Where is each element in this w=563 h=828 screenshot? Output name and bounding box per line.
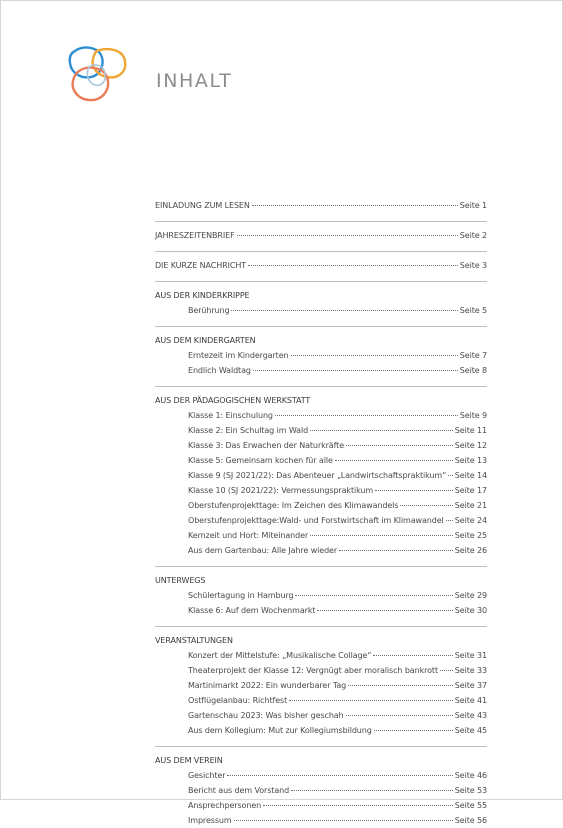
- toc-entry-label: Theaterprojekt der Klasse 12: Vergnügt aber moralisch bankrott: [188, 666, 438, 675]
- toc-entry[interactable]: [155, 663, 487, 678]
- toc-entry-page: Seite 2: [459, 231, 487, 240]
- section-heading-verein: AUS DEM VEREIN: [155, 756, 223, 765]
- toc-entry-label: Klasse 5: Gemeinsam kochen für alle: [188, 456, 333, 465]
- toc-entry-page: Seite 33: [454, 666, 487, 675]
- toc-entry[interactable]: [155, 423, 487, 438]
- section-heading-werkstatt: AUS DER PÄDAGOGISCHEN WERKSTATT: [155, 396, 311, 405]
- toc-entry[interactable]: [155, 723, 487, 738]
- toc-entry[interactable]: [155, 498, 487, 513]
- toc-entry[interactable]: [155, 588, 487, 603]
- toc-entry[interactable]: [155, 348, 487, 363]
- toc-entry-label: Klasse 2: Ein Schultag im Wald: [188, 426, 309, 435]
- divider: [155, 386, 487, 387]
- toc-entry-label: Schülertagung in Hamburg: [188, 591, 294, 600]
- toc-entry-label: Klasse 1: Einschulung: [188, 411, 273, 420]
- table-of-contents: [155, 198, 487, 828]
- toc-entry-label: Ansprechpersonen: [188, 801, 262, 810]
- toc-entry-label: Impressum: [188, 816, 232, 825]
- toc-entry[interactable]: [155, 798, 487, 813]
- dot-leader: [339, 550, 453, 551]
- section-heading-unterwegs: UNTERWEGS: [155, 576, 206, 585]
- dot-leader: [448, 475, 453, 476]
- section-heading-kindergarten: AUS DEM KINDERGARTEN: [155, 336, 256, 345]
- dot-leader: [446, 520, 453, 521]
- toc-entry[interactable]: [155, 453, 487, 468]
- toc-entry-label: DIE KURZE NACHRICHT: [155, 261, 247, 270]
- toc-entry-label: Oberstufenprojekttage:Wald- und Forstwirtschaft im Klimawandel: [188, 516, 444, 525]
- toc-entry-page: Seite 46: [454, 771, 487, 780]
- toc-entry[interactable]: [155, 363, 487, 378]
- dot-leader: [374, 730, 453, 731]
- toc-entry-page: Seite 53: [454, 786, 487, 795]
- dot-leader: [346, 715, 453, 716]
- dot-leader: [253, 370, 458, 371]
- toc-entry-label: Bericht aus dem Vorstand: [188, 786, 290, 795]
- toc-entry-label: Oberstufenprojekttage: Im Zeichen des Klimawandels: [188, 501, 399, 510]
- divider: [155, 326, 487, 327]
- toc-entry-page: Seite 1: [459, 201, 487, 210]
- dot-leader: [310, 535, 453, 536]
- section-heading-veranstaltungen: VERANSTALTUNGEN: [155, 636, 233, 645]
- toc-entry-page: Seite 3: [459, 261, 487, 270]
- toc-entry-label: Klasse 3: Das Erwachen der Naturkräfte: [188, 441, 345, 450]
- toc-entry-label: Berührung: [188, 306, 230, 315]
- toc-entry[interactable]: [155, 648, 487, 663]
- divider: [155, 281, 487, 282]
- dot-leader: [373, 655, 452, 656]
- section-heading-kinderkrippe: AUS DER KINDERKRIPPE: [155, 291, 250, 300]
- toc-entry[interactable]: [155, 408, 487, 423]
- toc-entry-page: Seite 41: [454, 696, 487, 705]
- logo-icon: [67, 45, 129, 103]
- toc-entry-page: Seite 30: [454, 606, 487, 615]
- toc-entry-page: Seite 8: [459, 366, 487, 375]
- toc-entry-page: Seite 17: [454, 486, 487, 495]
- toc-entry-page: Seite 55: [454, 801, 487, 810]
- toc-entry-label: Martinimarkt 2022: Ein wunderbarer Tag: [188, 681, 347, 690]
- toc-entry[interactable]: [155, 528, 487, 543]
- toc-entry-label: Klasse 10 (SJ 2021/22): Vermessungspraktikum: [188, 486, 374, 495]
- toc-entry-page: Seite 11: [454, 426, 487, 435]
- toc-entry-label: Kernzeit und Hort: Miteinander: [188, 531, 309, 540]
- toc-entry-label: Ostflügelanbau: Richtfest: [188, 696, 288, 705]
- dot-leader: [231, 310, 457, 311]
- toc-entry[interactable]: [155, 783, 487, 798]
- toc-entry-page: Seite 7: [459, 351, 487, 360]
- dot-leader: [348, 685, 453, 686]
- toc-entry-page: Seite 14: [454, 471, 487, 480]
- divider: [155, 746, 487, 747]
- toc-entry[interactable]: [155, 483, 487, 498]
- toc-entry[interactable]: [155, 513, 487, 528]
- toc-entry-jahreszeitenbrief[interactable]: [155, 228, 487, 243]
- dot-leader: [375, 490, 453, 491]
- toc-entry-label: Konzert der Mittelstufe: „Musikalische Collage“: [188, 651, 372, 660]
- toc-entry[interactable]: [155, 768, 487, 783]
- dot-leader: [252, 205, 458, 206]
- dot-leader: [291, 790, 453, 791]
- toc-entry[interactable]: [155, 468, 487, 483]
- dot-leader: [237, 235, 458, 236]
- toc-entry-kurze-nachricht[interactable]: [155, 258, 487, 273]
- divider: [155, 221, 487, 222]
- dot-leader: [227, 775, 452, 776]
- toc-entry-label: Endlich Waldtag: [188, 366, 251, 375]
- toc-entry-page: Seite 9: [459, 411, 487, 420]
- divider: [155, 566, 487, 567]
- dot-leader: [440, 670, 453, 671]
- toc-entry[interactable]: [155, 438, 487, 453]
- toc-entry-page: Seite 37: [454, 681, 487, 690]
- toc-entry[interactable]: [155, 813, 487, 828]
- toc-entry-page: Seite 13: [454, 456, 487, 465]
- dot-leader: [295, 595, 452, 596]
- dot-leader: [234, 820, 453, 821]
- toc-entry-label: JAHRESZEITENBRIEF: [155, 231, 235, 240]
- toc-entry[interactable]: [155, 603, 487, 618]
- toc-entry-label: Gartenschau 2023: Was bisher geschah: [188, 711, 344, 720]
- toc-entry[interactable]: [155, 693, 487, 708]
- toc-entry-page: Seite 45: [454, 726, 487, 735]
- toc-entry-page: Seite 24: [454, 516, 487, 525]
- toc-entry[interactable]: [155, 303, 487, 318]
- dot-leader: [317, 610, 452, 611]
- toc-entry-page: Seite 21: [454, 501, 487, 510]
- dot-leader: [289, 700, 453, 701]
- toc-entry-page: Seite 31: [454, 651, 487, 660]
- toc-entry-label: Aus dem Gartenbau: Alle Jahre wieder: [188, 546, 338, 555]
- dot-leader: [310, 430, 453, 431]
- dot-leader: [275, 415, 458, 416]
- toc-entry-page: Seite 29: [454, 591, 487, 600]
- dot-leader: [400, 505, 452, 506]
- toc-entry-label: Klasse 9 (SJ 2021/22): Das Abenteuer „Landwirtschaftspraktikum“: [188, 471, 447, 480]
- dot-leader: [346, 445, 453, 446]
- toc-entry-label: Erntezeit im Kindergarten: [188, 351, 289, 360]
- toc-entry-label: Aus dem Kollegium: Mut zur Kollegiumsbildung: [188, 726, 372, 735]
- toc-entry-page: Seite 43: [454, 711, 487, 720]
- dot-leader: [263, 805, 453, 806]
- toc-entry-page: Seite 26: [454, 546, 487, 555]
- toc-entry[interactable]: [155, 708, 487, 723]
- toc-entry-page: Seite 5: [459, 306, 487, 315]
- dot-leader: [291, 355, 458, 356]
- dot-leader: [248, 265, 458, 266]
- toc-entry-page: Seite 25: [454, 531, 487, 540]
- divider: [155, 626, 487, 627]
- divider: [155, 251, 487, 252]
- page-title: INHALT: [156, 70, 233, 92]
- toc-entry-label: EINLADUNG ZUM LESEN: [155, 201, 250, 210]
- toc-entry-einladung[interactable]: [155, 198, 487, 213]
- dot-leader: [335, 460, 453, 461]
- toc-entry-page: Seite 12: [454, 441, 487, 450]
- toc-entry[interactable]: [155, 543, 487, 558]
- toc-entry[interactable]: [155, 678, 487, 693]
- toc-entry-label: Gesichter: [188, 771, 226, 780]
- toc-entry-label: Klasse 6: Auf dem Wochenmarkt: [188, 606, 316, 615]
- toc-entry-page: Seite 56: [454, 816, 487, 825]
